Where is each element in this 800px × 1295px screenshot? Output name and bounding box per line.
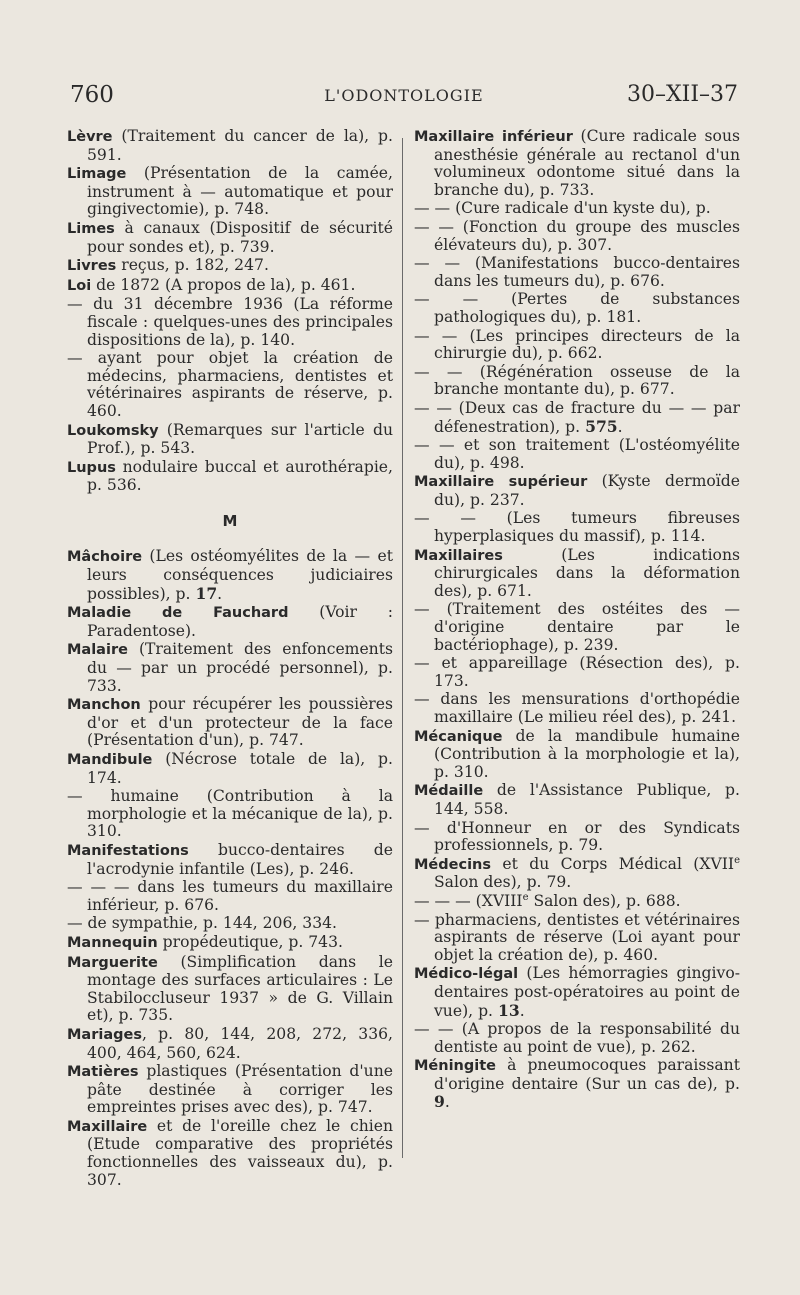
entry-tail: . xyxy=(519,1001,525,1020)
entry-keyword: Médaille xyxy=(414,783,484,800)
column-divider xyxy=(402,138,403,1158)
index-entry xyxy=(414,473,740,509)
index-entry xyxy=(414,547,740,601)
index-entry xyxy=(67,641,393,695)
index-entry xyxy=(67,842,393,878)
entry-text: — — (Les principes directeurs de la chirurgie du), p. 662. xyxy=(414,326,740,363)
entry-text: de l'Assistance Publique, p. 144, 558. xyxy=(434,781,740,818)
entry-superscript: e xyxy=(522,891,529,903)
entry-text: — — (A propos de la responsabilité du dentiste au point de vue), p. 262. xyxy=(414,1020,740,1056)
entry-text: (Kyste dermoïde du), p. 237. xyxy=(434,472,740,509)
index-entry xyxy=(414,893,740,911)
entry-text: à pneumocoques paraissant d'origine dentaire (Sur un cas de), p. xyxy=(434,1056,740,1093)
entry-text: — — — dans les tumeurs du maxillaire inférieur, p. 676. xyxy=(67,878,393,914)
entry-text: de 1872 (A propos de la), p. 461. xyxy=(91,275,356,294)
entry-keyword: Limage xyxy=(67,166,127,183)
index-entry xyxy=(67,257,393,276)
entry-text: — — — (XVIII xyxy=(414,891,523,910)
index-entry xyxy=(414,601,740,654)
index-entry xyxy=(414,1021,740,1056)
entry-tail: Salon des), p. 688. xyxy=(528,891,681,910)
entry-text: — ayant pour objet la création de médecins, pharmaciens, dentistes et vétérinaires aspirants de réserve, p. 460. xyxy=(67,349,393,420)
entry-text: (Présentation de la camée, instrument à — automatique et pour gingivectomie), p. 748. xyxy=(87,164,393,219)
entry-text: pour récupérer les poussières d'or et d'un protecteur de la face (Présentation d'un), p. 747. xyxy=(87,695,393,750)
entry-text: — — (Cure radicale d'un kyste du), p. xyxy=(414,199,711,218)
entry-text: et de l'oreille chez le chien (Etude comparative des propriétés fonctionnelles des vaisseaux du), p. 307. xyxy=(87,1116,393,1189)
index-entry xyxy=(67,751,393,787)
entry-page-bold: 13 xyxy=(497,1000,520,1020)
entry-keyword: Limes xyxy=(67,220,115,237)
index-entry xyxy=(67,548,393,603)
entry-keyword: Lupus xyxy=(67,459,116,476)
index-entry xyxy=(414,782,740,818)
index-entry xyxy=(414,728,740,782)
index-entry xyxy=(414,1057,740,1112)
entry-text: — du 31 décembre 1936 (La réforme fiscale : quelques-unes des principales dispositions de la), p. 140. xyxy=(67,295,393,349)
entry-page-bold: 9 xyxy=(434,1092,445,1112)
index-entry xyxy=(67,220,393,256)
index-entry xyxy=(67,128,393,164)
index-entry xyxy=(67,696,393,750)
entry-tail: . xyxy=(217,584,223,603)
index-entry xyxy=(67,915,393,933)
entry-keyword: Matières xyxy=(67,1064,139,1081)
entry-text: — — (Pertes de substances pathologiques du), p. 181. xyxy=(414,290,740,326)
entry-text: (Les indications chirurgicales dans la déformation des), p. 671. xyxy=(434,545,740,600)
index-entry xyxy=(414,255,740,290)
index-entry xyxy=(414,510,740,545)
entry-tail: . xyxy=(444,1093,450,1112)
page-number: 760 xyxy=(70,82,114,108)
entry-text: à canaux (Dispositif de sécurité pour sondes et), p. 739. xyxy=(87,218,393,256)
section-letter: M xyxy=(222,511,238,530)
entry-tail: . xyxy=(617,417,623,436)
entry-text: — (Traitement des ostéites des — d'origine dentaire par le bactériophage), p. 239. xyxy=(414,600,740,654)
index-entry xyxy=(414,364,740,399)
index-entry xyxy=(414,691,740,726)
entry-text: plastiques (Présentation d'une pâte destinée à corriger les empreintes prises avec des), p. 747. xyxy=(87,1062,393,1117)
index-entry xyxy=(67,296,393,349)
entry-text: — — (Deux cas de fracture du — — par défenestration), p. xyxy=(414,398,740,436)
entry-page-bold: 17 xyxy=(195,583,218,603)
index-entry xyxy=(67,165,393,219)
index-entry xyxy=(67,350,393,420)
entry-text: — — et son traitement (L'ostéomyélite du), p. 498. xyxy=(414,436,740,472)
index-entry xyxy=(414,328,740,363)
entry-text: — — (Les tumeurs fibreuses hyperplasiques du massif), p. 114. xyxy=(414,509,740,546)
entry-keyword: Loukomsky xyxy=(67,422,159,439)
entry-text: — — (Manifestations bucco-dentaires dans les tumeurs du), p. 676. xyxy=(414,254,740,290)
entry-text: — humaine (Contribution à la morphologie et la mécanique de la), p. 310. xyxy=(67,787,393,841)
entry-keyword: Malaire xyxy=(67,642,128,659)
running-header xyxy=(70,82,738,122)
entry-keyword: Mécanique xyxy=(414,728,503,745)
index-entry xyxy=(414,437,740,472)
entry-text: bucco-dentaires de l'acrodynie infantile (Les), p. 246. xyxy=(87,840,393,878)
index-entry xyxy=(67,1026,393,1062)
index-entry xyxy=(67,788,393,841)
entry-text: (Cure radicale sous anesthésie générale au rectanol d'un volumineux odontome situé dans la branche du), p. 733. xyxy=(434,127,740,199)
entry-text: — d'Honneur en or des Syndicats professionnels, p. 79. xyxy=(414,818,740,855)
index-entry xyxy=(67,1118,393,1189)
entry-keyword: Maxillaire xyxy=(67,1118,148,1135)
entry-keyword: Manchon xyxy=(67,697,141,714)
entry-keyword: Maladie de Fauchard xyxy=(67,605,289,622)
entry-keyword: Maxillaires xyxy=(414,547,503,564)
entry-text: — pharmaciens, dentistes et vétérinaires aspirants de réserve (Loi ayant pour objet la création de), p. 460. xyxy=(414,910,740,964)
index-entry xyxy=(414,291,740,326)
entry-text: — — (Régénération osseuse de la branche montante du), p. 677. xyxy=(414,362,740,399)
index-entry xyxy=(414,400,740,436)
entry-text: et du Corps Médical (XVII xyxy=(491,854,735,873)
entry-text: (Simplification dans le montage des surfaces articulaires : Le Stabiloccluseur 1937 » de G. Villain et), p. 735. xyxy=(87,952,393,1025)
entry-text: nodulaire buccal et aurothérapie, p. 536. xyxy=(87,457,393,495)
index-entry xyxy=(414,965,740,1020)
entry-text: , p. 80, 144, 208, 272, 336, 400, 464, 560, 624. xyxy=(87,1024,393,1062)
entry-text: (Les hémorragies gingivo-dentaires post-opératoires au point de vue), p. xyxy=(434,964,740,1020)
entry-text: (Les ostéomyélites de la — et leurs conséquences judiciaires possibles), p. xyxy=(87,547,393,603)
left-column xyxy=(67,128,393,1190)
index-entry xyxy=(67,954,393,1025)
entry-keyword: Médico-légal xyxy=(414,966,519,983)
entry-keyword: Méningite xyxy=(414,1058,496,1075)
entry-page-bold: 575 xyxy=(585,416,618,436)
index-entry xyxy=(414,655,740,690)
entry-text: — — (Fonction du groupe des muscles élévateurs du), p. 307. xyxy=(414,217,740,254)
entry-text: — et appareillage (Résection des), p. 173. xyxy=(414,654,740,690)
entry-keyword: Livres xyxy=(67,258,117,275)
entry-keyword: Manifestations xyxy=(67,842,189,859)
index-entry xyxy=(414,128,740,199)
entry-text: (Traitement du cancer de la), p. 591. xyxy=(87,127,393,164)
entry-tail: Salon des), p. 79. xyxy=(434,873,572,892)
entry-keyword: Loi xyxy=(67,277,92,294)
entry-keyword: Mariages xyxy=(67,1026,142,1043)
right-column xyxy=(414,128,740,1113)
entry-keyword: Médecins xyxy=(414,856,491,873)
index-entry xyxy=(414,200,740,218)
entry-keyword: Marguerite xyxy=(67,954,158,971)
entry-text: (Nécrose totale de la), p. 174. xyxy=(87,750,393,787)
entry-superscript: e xyxy=(734,854,740,866)
entry-keyword: Maxillaire supérieur xyxy=(414,474,588,491)
index-entry xyxy=(414,820,740,855)
entry-text: (Voir : Paradentose). xyxy=(87,603,393,640)
entry-text: (Remarques sur l'article du Prof.), p. 543. xyxy=(87,420,393,458)
entry-keyword: Maxillaire inférieur xyxy=(414,129,573,145)
issue-date: 30–XII–37 xyxy=(626,82,738,107)
index-entry xyxy=(67,277,393,296)
index-entry xyxy=(67,422,393,458)
index-entry xyxy=(67,459,393,495)
entry-text: reçus, p. 182, 247. xyxy=(116,256,269,275)
entry-text: — dans les mensurations d'orthopédie maxillaire (Le milieu réel des), p. 241. xyxy=(414,690,740,726)
entry-text: (Traitement des enfoncements du — par un procédé personnel), p. 733. xyxy=(87,640,393,695)
index-entry xyxy=(67,604,393,640)
index-entry xyxy=(67,934,393,953)
entry-keyword: Mannequin xyxy=(67,934,158,951)
index-entry xyxy=(414,856,740,892)
entry-text: — de sympathie, p. 144, 206, 334. xyxy=(67,914,338,933)
index-entry xyxy=(414,912,740,965)
index-entry xyxy=(67,1063,393,1117)
entry-text: de la mandibule humaine (Contribution à la morphologie et la), p. 310. xyxy=(434,726,740,781)
entry-keyword: Mâchoire xyxy=(67,549,143,566)
journal-title: L'ODONTOLOGIE xyxy=(324,86,484,105)
index-entry xyxy=(414,219,740,254)
index-entry xyxy=(67,879,393,914)
entry-keyword: Lèvre xyxy=(67,129,113,145)
entry-text: propédeutique, p. 743. xyxy=(157,932,343,951)
entry-keyword: Mandibule xyxy=(67,752,153,768)
